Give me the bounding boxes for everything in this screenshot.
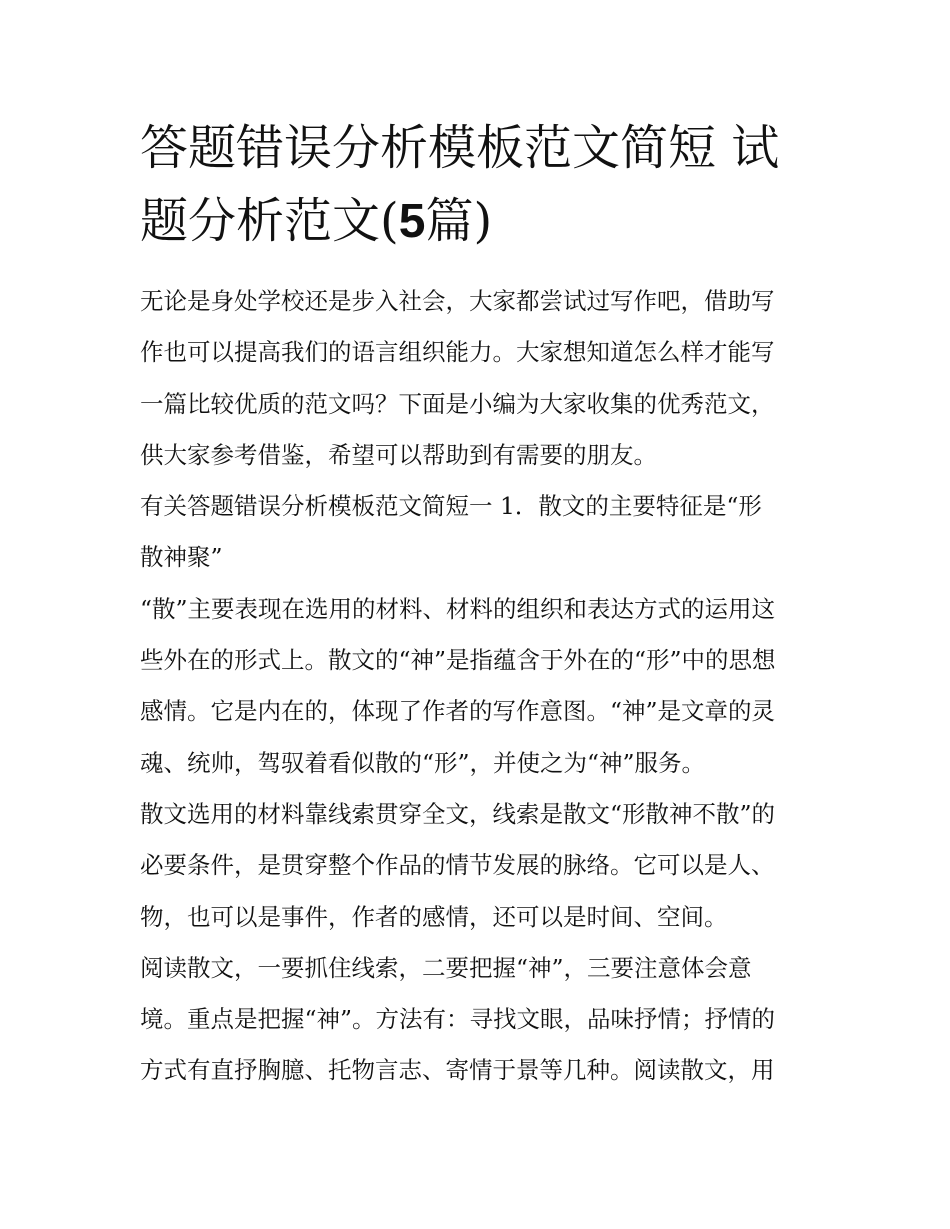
paragraph-line: 无论是身处学校还是步入社会，大家都尝试过写作吧，借助写 [140,287,775,315]
paragraph-line: 供大家参考借鉴，希望可以帮助到有需要的朋友。 [140,440,657,469]
paragraph-line: 境。重点是把握“神”。方法有：寻找文眼，品味抒情；抒情的 [140,1005,776,1034]
paragraph-line: 方式有直抒胸臆、托物言志、寄情于景等几种。阅读散文，用 [140,1056,775,1085]
title-number: 5 [398,195,426,248]
paragraph-line: 有关答题错误分析模板范文简短一 1．散文的主要特征是“形 [140,492,762,521]
paragraph-line: 必要条件，是贯穿整个作品的情节发展的脉络。它可以是人、 [140,851,775,880]
title-line-2-text: 题分析范文( [140,193,399,249]
paragraph-line: 一篇比较优质的范文吗？下面是小编为大家收集的优秀范文， [140,389,775,418]
paragraph-line: 散文选用的材料靠线索贯穿全文，线索是散文“形散神不散”的 [140,799,776,828]
paragraph-reading-method [140,943,815,1097]
paragraph-line: 阅读散文，一要抓住线索，二要把握“神”，三要注意体会意 [140,953,752,982]
title-line-2-suffix: 篇) [425,193,493,249]
title-line-1: 答题错误分析模板范文简短 试 [140,120,780,176]
paragraph-line: 感情。它是内在的，体现了作者的写作意图。“神”是文章的灵 [140,697,776,726]
paragraph-section-heading [140,481,815,584]
paragraph-line: 魂、统帅，驾驭着看似散的“形”，并使之为“神”服务。 [140,748,706,777]
paragraph-clues [140,789,815,943]
document-title [140,112,815,258]
paragraph-line: 作也可以提高我们的语言组织能力。大家想知道怎么样才能写 [140,338,775,367]
paragraph-line: 物，也可以是事件，作者的感情，还可以是时间、空间。 [140,902,728,931]
document-content [140,112,815,1097]
paragraph-line: “散”主要表现在选用的材料、材料的组织和表达方式的运用这 [140,594,776,623]
paragraph-intro [140,276,815,481]
paragraph-line: 些外在的形式上。散文的“神”是指蕴含于外在的“形”中的思想 [140,646,776,675]
title-line-2 [140,185,815,258]
paragraph-form-and-spirit [140,584,815,789]
paragraph-line: 散神聚” [140,543,223,572]
